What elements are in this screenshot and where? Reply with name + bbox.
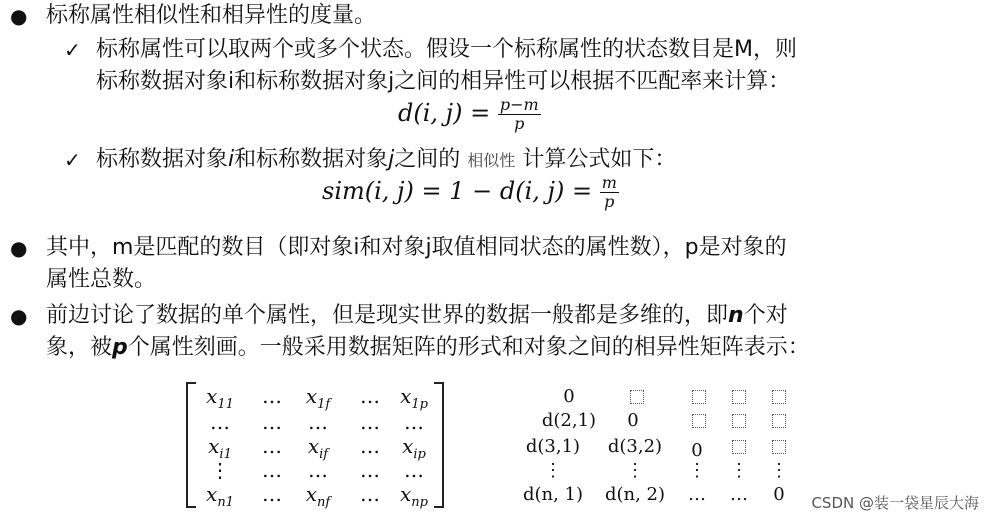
text-part: 之间的 xyxy=(394,147,461,172)
text-part: 和标称数据对象 xyxy=(234,147,389,172)
data-matrix-cell: $x_{n1}$ xyxy=(206,482,234,510)
dissim-cell: 0 xyxy=(773,484,785,505)
dissim-cell: d(3,2) xyxy=(607,436,663,457)
text-nominal-states: 标称属性可以取两个或多个状态。假设一个标称属性的状态数目是M，则 xyxy=(96,37,797,62)
dissim-cell: ⋮ xyxy=(626,460,644,481)
empty-cell-box xyxy=(692,390,706,404)
check-icon: ✓ xyxy=(64,148,81,172)
dissim-cell: d(n, 2) xyxy=(604,484,666,505)
text-var-n: n xyxy=(728,303,744,328)
dissim-cell: 0 xyxy=(691,440,703,461)
text-part: 前边讨论了数据的单个属性，但是现实世界的数据一般都是多维的，即 xyxy=(46,303,729,328)
text-similarity-small: 相似性 xyxy=(467,151,516,170)
data-matrix-cell: $x_{nf}$ xyxy=(305,482,331,510)
empty-cell-box xyxy=(772,414,786,428)
text-part: 个属性刻画。一般采用数据矩阵的形式和对象之间的相异性矩阵表示： xyxy=(127,335,810,360)
data-matrix-cell: … xyxy=(308,458,328,482)
dissim-cell: 0 xyxy=(627,410,639,431)
text-attribute-total: 属性总数。 xyxy=(46,267,157,292)
dissim-cell: ⋮ xyxy=(544,460,562,481)
bullet-icon: ● xyxy=(10,236,28,260)
text-part: 象，被 xyxy=(46,335,113,360)
text-part: 个对 xyxy=(743,303,788,328)
dissim-cell: d(2,1) xyxy=(541,410,597,431)
data-matrix-cell: … xyxy=(262,434,282,458)
data-matrix-cell: … xyxy=(360,458,380,482)
formula-d-numerator: p−m xyxy=(499,95,539,114)
empty-cell-box xyxy=(732,390,746,404)
formula-sim-denominator: p xyxy=(604,192,615,211)
formula-sim-fraction xyxy=(600,174,619,211)
dissim-cell: ⋮ xyxy=(770,460,788,481)
empty-cell-box xyxy=(732,414,746,428)
dissim-cell: d(3,1) xyxy=(525,436,581,457)
dissim-cell: … xyxy=(688,484,706,505)
data-matrix-cell: … xyxy=(360,482,380,506)
heading-nominal-measure: 标称属性相似性和相异性的度量。 xyxy=(46,3,377,28)
text-similarity-intro xyxy=(96,146,676,175)
text-var-j: j xyxy=(388,147,395,172)
watermark: CSDN @装一袋星辰大海 xyxy=(811,494,979,512)
data-matrix-cell: ⋮ xyxy=(210,458,230,482)
formula-sim-numerator: m xyxy=(601,173,617,192)
data-matrix-cell: … xyxy=(404,410,424,434)
data-matrix-cell: $x_{np}$ xyxy=(400,482,428,510)
text-part: 计算公式如下： xyxy=(522,147,677,172)
formula-sim-lhs: sim(i, j) = 1 − d(i, j) = xyxy=(322,177,593,205)
text-var-p: p xyxy=(112,335,128,360)
data-matrix-cell: … xyxy=(210,410,230,434)
data-matrix-cell: … xyxy=(360,384,380,408)
formula-d-lhs: d(i, j) = xyxy=(398,99,491,127)
text-mismatch-rate: 标称数据对象i和标称数据对象j之间的相异性可以根据不匹配率来计算： xyxy=(96,69,791,94)
dissim-cell: ⋮ xyxy=(688,460,706,481)
data-matrix-cell: … xyxy=(262,410,282,434)
data-matrix-cell: … xyxy=(308,410,328,434)
text-multidimensional xyxy=(46,302,788,330)
data-matrix-cell: $x_{if}$ xyxy=(307,434,329,462)
bullet-icon: ● xyxy=(10,4,28,28)
dissim-cell: 0 xyxy=(563,386,575,407)
data-matrix-cell: … xyxy=(262,458,282,482)
empty-cell-box xyxy=(772,440,786,454)
formula-d-fraction xyxy=(498,96,541,133)
formula-d-denominator: p xyxy=(514,114,525,133)
data-matrix-cell: … xyxy=(262,482,282,506)
data-matrix-cell: … xyxy=(360,410,380,434)
dissim-cell: … xyxy=(730,484,748,505)
text-matches-definition: 其中，m是匹配的数目（即对象i和对象j取值相同状态的属性数），p是对象的 xyxy=(46,235,787,260)
dissimilarity-matrix xyxy=(512,382,812,508)
data-matrix-cell: $x_{1p}$ xyxy=(400,384,428,412)
empty-cell-box xyxy=(772,390,786,404)
empty-cell-box xyxy=(630,390,644,404)
data-matrix-cell: … xyxy=(404,458,424,482)
check-icon: ✓ xyxy=(64,38,81,62)
dissim-cell: d(n, 1) xyxy=(522,484,584,505)
empty-cell-box xyxy=(732,440,746,454)
data-matrix-cell: $x_{i1}$ xyxy=(208,434,232,462)
dissim-cell: ⋮ xyxy=(730,460,748,481)
text-part: 标称数据对象 xyxy=(96,147,229,172)
data-matrix-cell: $x_{11}$ xyxy=(206,384,234,412)
data-matrix-cell: … xyxy=(262,384,282,408)
formula-dissimilarity xyxy=(398,96,541,133)
data-matrix-cell: $x_{1f}$ xyxy=(305,384,331,412)
formula-similarity xyxy=(322,174,619,211)
data-matrix xyxy=(186,382,444,508)
text-matrix-representation xyxy=(46,334,810,362)
text-var-i: i xyxy=(228,147,235,172)
data-matrix-cell: $x_{ip}$ xyxy=(402,434,426,462)
empty-cell-box xyxy=(692,414,706,428)
bullet-icon: ● xyxy=(10,304,28,328)
data-matrix-cell: … xyxy=(360,434,380,458)
